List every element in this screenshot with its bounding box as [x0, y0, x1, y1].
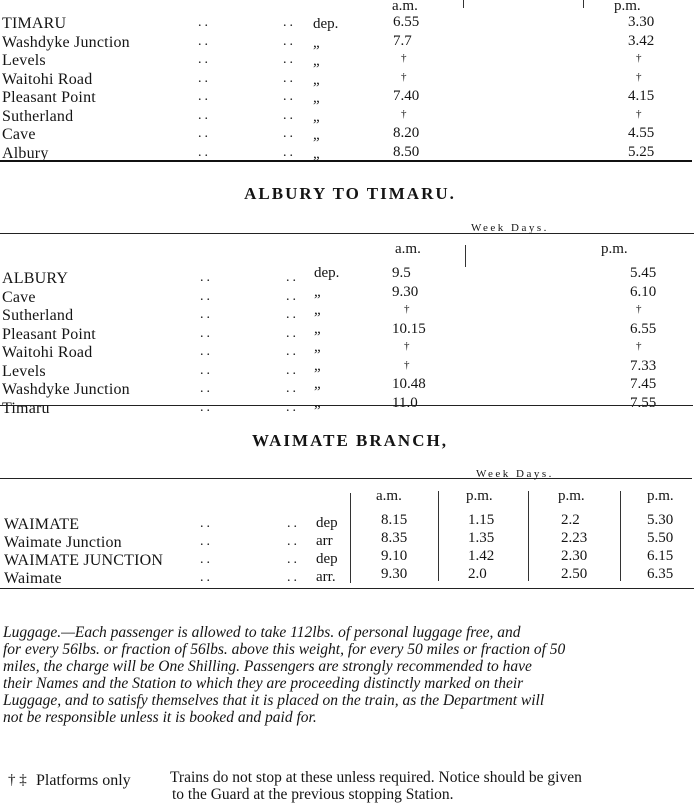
dep-arr-note: dep. [314, 265, 340, 281]
table2-header-am: a.m. [395, 241, 421, 257]
luggage-line: Luggage, and to satisfy themselves that it is placed on the train, as the Department will [3, 692, 545, 709]
platform-stop-mark: † [404, 340, 410, 352]
leader-dots: .. [287, 534, 300, 549]
dep-arr-note: „ [313, 72, 320, 88]
leader-dots: .. [283, 145, 296, 160]
station-name: Sutherland [2, 108, 74, 125]
column-rule [438, 491, 439, 581]
station-name: Cave [2, 126, 36, 143]
luggage-line: not be responsible unless it is booked and paid for. [3, 709, 317, 726]
departure-time: 9.30 [392, 284, 419, 300]
station-name: Levels [2, 363, 46, 380]
footnote-line-1: Trains do not stop at these unless required. Notice should be given [170, 769, 582, 786]
leader-dots: .. [283, 34, 296, 49]
dep-arr-note: „ [314, 321, 321, 337]
leader-dots: .. [287, 516, 300, 531]
table3-header: p.m. [558, 488, 585, 504]
station-name: Pleasant Point [2, 89, 96, 106]
platform-stop-mark: † [401, 108, 407, 120]
dep-arr-note: „ [314, 395, 321, 411]
column-rule [463, 0, 464, 8]
dep-arr-note: „ [313, 53, 320, 69]
luggage-line: Luggage.—Each passenger is allowed to take 112lbs. of personal luggage free, and [3, 624, 521, 641]
leader-dots: .. [200, 326, 213, 341]
departure-time: 4.15 [628, 88, 655, 104]
leader-dots: .. [198, 52, 211, 67]
platform-stop-mark: † [404, 303, 410, 315]
station-name: WAIMATE JUNCTION [4, 552, 164, 569]
departure-time: 1.15 [468, 512, 495, 528]
footnote-label: Platforms only [36, 772, 131, 789]
leader-dots: .. [283, 52, 296, 67]
table3-week-days: Week Days. [476, 468, 554, 480]
table3-top-rule [0, 478, 692, 479]
station-name: Waimate [4, 570, 62, 587]
table3-header: p.m. [466, 488, 493, 504]
platform-stop-mark: † [401, 71, 407, 83]
dep-arr-note: „ [314, 358, 321, 374]
station-name: Washdyke Junction [2, 381, 130, 398]
dep-arr-note: dep [316, 551, 338, 567]
platform-stop-mark: † [636, 340, 642, 352]
table3-header: a.m. [376, 488, 402, 504]
station-name: Washdyke Junction [2, 34, 130, 51]
dep-arr-note: „ [314, 339, 321, 355]
departure-time: 7.33 [630, 358, 657, 374]
leader-dots: .. [200, 516, 213, 531]
leader-dots: .. [283, 108, 296, 123]
departure-time: 10.15 [392, 321, 426, 337]
leader-dots: .. [286, 381, 299, 396]
platform-stop-mark: † [636, 303, 642, 315]
station-name: Sutherland [2, 307, 74, 324]
departure-time: 2.30 [561, 548, 588, 564]
leader-dots: .. [198, 126, 211, 141]
column-rule [620, 491, 621, 581]
leader-dots: .. [286, 363, 299, 378]
column-rule [583, 0, 584, 8]
leader-dots: .. [200, 344, 213, 359]
table3-bottom-rule [0, 588, 694, 589]
table2-header-pm: p.m. [601, 241, 628, 257]
leader-dots: .. [200, 400, 213, 415]
platform-stop-mark: † [404, 359, 410, 371]
departure-time: 6.15 [647, 548, 674, 564]
table2-title: ALBURY TO TIMARU. [244, 184, 456, 203]
leader-dots: .. [200, 381, 213, 396]
leader-dots: .. [198, 89, 211, 104]
leader-dots: .. [283, 71, 296, 86]
station-name: Waitohi Road [2, 71, 93, 88]
departure-time: 5.30 [647, 512, 674, 528]
platform-stop-mark: † [636, 108, 642, 120]
dep-arr-note: „ [313, 35, 320, 51]
leader-dots: .. [287, 570, 300, 585]
leader-dots: .. [198, 15, 211, 30]
departure-time: 10.48 [392, 376, 426, 392]
footnote-line-2: to the Guard at the previous stopping Station. [172, 786, 454, 803]
luggage-line: their Names and the Station to which they are proceeding distinctly marked on their [3, 675, 524, 692]
platform-stop-mark: † [401, 52, 407, 64]
leader-dots: .. [200, 552, 213, 567]
leader-dots: .. [198, 145, 211, 160]
luggage-line: miles, the charge will be One Shilling. Passengers are strongly recommended to have [3, 658, 532, 675]
station-name: Levels [2, 52, 46, 69]
departure-time: 8.15 [381, 512, 408, 528]
departure-time: 7.55 [630, 395, 657, 411]
leader-dots: .. [200, 289, 213, 304]
leader-dots: .. [286, 400, 299, 415]
dep-arr-note: „ [313, 90, 320, 106]
station-name: Waimate Junction [4, 534, 122, 551]
dep-arr-note: „ [313, 109, 320, 125]
platform-stop-mark: † [636, 71, 642, 83]
departure-time: 6.35 [647, 566, 674, 582]
table2-top-rule [0, 233, 694, 234]
leader-dots: .. [200, 363, 213, 378]
luggage-line: for every 56lbs. or fraction of 56lbs. above this weight, for every 50 miles or fraction of 50 [3, 641, 566, 658]
departure-time: 4.55 [628, 125, 655, 141]
table1-header-am: a.m. [392, 0, 418, 14]
station-name: WAIMATE [4, 516, 80, 533]
table2-bottom-rule [0, 405, 693, 406]
dep-arr-note: „ [314, 302, 321, 318]
departure-time: 7.45 [630, 376, 657, 392]
leader-dots: .. [286, 289, 299, 304]
departure-time: 5.25 [628, 144, 655, 160]
departure-time: 8.35 [381, 530, 408, 546]
departure-time: 7.7 [393, 33, 412, 49]
table1-bottom-rule [0, 160, 692, 162]
leader-dots: .. [286, 307, 299, 322]
leader-dots: .. [286, 344, 299, 359]
leader-dots: .. [283, 126, 296, 141]
table1-header-pm: p.m. [614, 0, 641, 14]
departure-time: 2.50 [561, 566, 588, 582]
leader-dots: .. [198, 71, 211, 86]
station-name: Cave [2, 289, 36, 306]
departure-time: 8.50 [393, 144, 420, 160]
leader-dots: .. [286, 270, 299, 285]
departure-time: 1.42 [468, 548, 495, 564]
dep-arr-note: dep. [313, 16, 339, 32]
leader-dots: .. [287, 552, 300, 567]
station-name: TIMARU [2, 15, 67, 32]
platform-stop-mark: † [636, 52, 642, 64]
dep-arr-note: „ [313, 146, 320, 162]
station-name: Timaru [2, 400, 50, 417]
leader-dots: .. [198, 108, 211, 123]
departure-time: 6.55 [630, 321, 657, 337]
departure-time: 7.40 [393, 88, 420, 104]
departure-time: 2.0 [468, 566, 487, 582]
table2-week-days: Week Days. [471, 222, 549, 234]
station-name: ALBURY [2, 270, 69, 287]
table3-title: WAIMATE BRANCH, [252, 431, 448, 450]
dep-arr-note: „ [314, 376, 321, 392]
luggage-notice [3, 624, 700, 726]
leader-dots: .. [200, 270, 213, 285]
departure-time: 5.50 [647, 530, 674, 546]
departure-time: 9.30 [381, 566, 408, 582]
column-rule [465, 245, 466, 267]
leader-dots: .. [286, 326, 299, 341]
departure-time: 6.10 [630, 284, 657, 300]
dep-arr-note: arr [316, 533, 333, 549]
departure-time: 2.2 [561, 512, 580, 528]
leader-dots: .. [198, 34, 211, 49]
departure-time: 2.23 [561, 530, 588, 546]
departure-time: 3.30 [628, 14, 655, 30]
leader-dots: .. [200, 307, 213, 322]
departure-time: 11.0 [392, 395, 418, 411]
footnote-symbols: † ‡ [8, 772, 27, 788]
column-rule [350, 493, 351, 583]
departure-time: 6.55 [393, 14, 420, 30]
leader-dots: .. [200, 570, 213, 585]
dep-arr-note: „ [314, 284, 321, 300]
leader-dots: .. [200, 534, 213, 549]
departure-time: 9.10 [381, 548, 408, 564]
dep-arr-note: dep [316, 515, 338, 531]
table3-header: p.m. [647, 488, 674, 504]
column-rule [528, 491, 529, 581]
departure-time: 8.20 [393, 125, 420, 141]
station-name: Waitohi Road [2, 344, 93, 361]
station-name: Pleasant Point [2, 326, 96, 343]
station-name: Albury [2, 145, 49, 162]
departure-time: 1.35 [468, 530, 495, 546]
departure-time: 3.42 [628, 33, 655, 49]
departure-time: 5.45 [630, 265, 657, 281]
departure-time: 9.5 [392, 265, 411, 281]
leader-dots: .. [283, 15, 296, 30]
dep-arr-note: arr. [316, 569, 336, 585]
leader-dots: .. [283, 89, 296, 104]
dep-arr-note: „ [313, 127, 320, 143]
